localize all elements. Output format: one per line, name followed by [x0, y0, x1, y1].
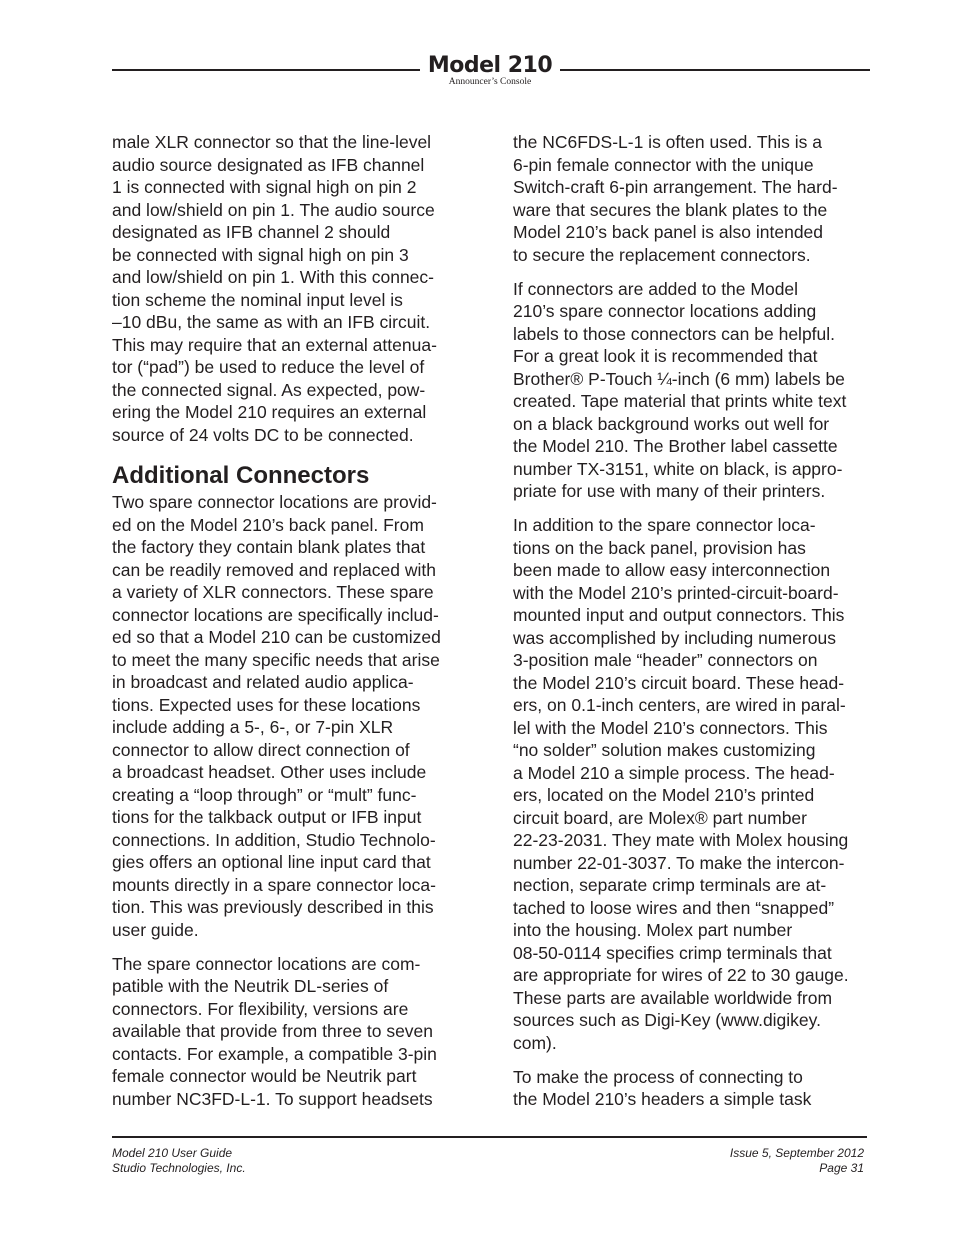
- text-line: mounts directly in a spare connector loca-: [112, 874, 436, 895]
- text-line: 6-pin female connector with the unique: [513, 154, 814, 175]
- footer-rule: [112, 1136, 867, 1138]
- text-line: tions. Expected uses for these locations: [112, 694, 421, 715]
- text-line: was accomplished by including numerous: [513, 627, 836, 648]
- text-line: Switch-craft 6-pin arrangement. The hard-: [513, 177, 838, 197]
- text-line: 22-23-2031. They mate with Molex housing: [513, 830, 849, 850]
- text-line: connector to allow direct connection of: [112, 739, 410, 760]
- text-line: –10 dBu, the same as with an IFB circuit.: [112, 312, 431, 332]
- paragraph: [513, 1066, 875, 1111]
- text-line: contacts. For example, a compatible 3-pin: [112, 1043, 437, 1064]
- text-line: In addition to the spare connector loca-: [513, 515, 816, 535]
- text-line: the connected signal. As expected, pow-: [112, 379, 426, 400]
- text-line: connectors. For flexibility, versions are: [112, 998, 409, 1019]
- text-line: These parts are available worldwide from: [513, 987, 833, 1008]
- paragraph: [112, 491, 474, 941]
- header-rule-right: [560, 69, 870, 71]
- text-line: tions on the back panel, provision has: [513, 537, 806, 558]
- text-line: “no solder” solution makes customizing: [513, 740, 816, 760]
- text-line: com).: [513, 1032, 557, 1053]
- text-line: tor (“pad”) be used to reduce the level of: [112, 357, 425, 377]
- header-subtitle: Announcer’s Console: [448, 77, 532, 87]
- text-line: Brother® P-Touch ¼-inch (6 mm) labels be: [513, 368, 845, 389]
- text-line: 1 is connected with signal high on pin 2: [112, 177, 417, 197]
- text-line: Model 210’s back panel is also intended: [513, 222, 824, 242]
- text-line: 210’s spare connector locations adding: [513, 301, 817, 321]
- text-line: labels to those connectors can be helpful.: [513, 323, 836, 344]
- text-line: the factory they contain blank plates that: [112, 537, 426, 557]
- text-line: Two spare connector locations are provid-: [112, 492, 437, 512]
- text-line: designated as IFB channel 2 should: [112, 222, 391, 242]
- text-line: to secure the replacement connectors.: [513, 244, 811, 265]
- header-brand: [424, 54, 556, 87]
- header-rule-left: [112, 69, 420, 71]
- text-line: If connectors are added to the Model: [513, 278, 799, 299]
- text-line: and low/shield on pin 1. The audio source: [112, 199, 435, 220]
- text-line: circuit board, are Molex® part number: [513, 807, 807, 828]
- text-line: ed so that a Model 210 can be customized: [112, 627, 441, 647]
- footer-doc-title: Model 210 User Guide: [112, 1146, 233, 1160]
- right-column: [513, 131, 875, 1122]
- text-line: and low/shield on pin 1. With this connec-: [112, 267, 434, 287]
- text-line: created. Tape material that prints white text: [513, 391, 847, 411]
- text-line: tached to loose wires and then “snapped”: [513, 897, 835, 918]
- text-line: tion scheme the nominal input level is: [112, 289, 403, 310]
- text-line: on a black background works out well for: [513, 413, 830, 434]
- text-line: number 22-01-3037. To make the intercon-: [513, 852, 845, 873]
- paragraph: [513, 278, 875, 503]
- text-line: lel with the Model 210’s connectors. This: [513, 717, 828, 738]
- text-line: include adding a 5-, 6-, or 7-pin XLR: [112, 717, 394, 737]
- text-line: to meet the many specific needs that arise: [112, 649, 440, 670]
- text-line: connector locations are specifically includ-: [112, 604, 439, 625]
- text-line: the Model 210. The Brother label cassette: [513, 436, 838, 456]
- text-line: ware that secures the blank plates to the: [513, 199, 828, 220]
- text-line: been made to allow easy interconnection: [513, 560, 831, 580]
- text-line: a Model 210 a simple process. The head-: [513, 762, 835, 783]
- text-line: the Model 210’s headers a simple task: [513, 1089, 812, 1109]
- left-column: [112, 131, 474, 1122]
- text-line: tions for the talkback output or IFB input: [112, 807, 422, 827]
- text-line: For a great look it is recommended that: [513, 346, 818, 366]
- text-line: user guide.: [112, 919, 199, 940]
- text-line: source of 24 volts DC to be connected.: [112, 424, 414, 445]
- text-line: ers, located on the Model 210’s printed: [513, 785, 815, 805]
- text-line: in broadcast and related audio applica-: [112, 672, 414, 692]
- text-line: gies offers an optional line input card that: [112, 852, 431, 872]
- text-line: into the housing. Molex part number: [513, 920, 793, 940]
- paragraph: [112, 131, 474, 446]
- text-line: This may require that an external attenua-: [112, 334, 437, 355]
- footer-right: [650, 1146, 864, 1175]
- text-line: tion. This was previously described in this: [112, 897, 434, 917]
- footer-issue: Issue 5, September 2012: [729, 1146, 864, 1160]
- header-title: Model 210: [427, 53, 553, 78]
- text-line: be connected with signal high on pin 3: [112, 244, 409, 265]
- text-line: The spare connector locations are com-: [112, 953, 421, 974]
- footer-company: Studio Technologies, Inc.: [112, 1160, 246, 1175]
- footer-left: [112, 1146, 246, 1175]
- text-line: creating a “loop through” or “mult” func-: [112, 784, 417, 805]
- text-line: To make the process of connecting to: [513, 1066, 803, 1087]
- text-line: male XLR connector so that the line-level: [112, 132, 432, 152]
- text-line: nection, separate crimp terminals are at-: [513, 875, 827, 895]
- text-line: the Model 210’s circuit board. These head-: [513, 672, 845, 693]
- text-line: patible with the Neutrik DL-series of: [112, 976, 389, 996]
- text-line: number TX-3151, white on black, is appro-: [513, 458, 843, 479]
- text-line: can be readily removed and replaced with: [112, 559, 436, 580]
- footer-page-number: Page 31: [819, 1160, 864, 1175]
- text-line: sources such as Digi-Key (www.digikey.: [513, 1010, 821, 1030]
- text-line: 3-position male “header” connectors on: [513, 650, 818, 670]
- paragraph: [513, 514, 875, 1054]
- text-line: 08-50-0114 specifies crimp terminals that: [513, 942, 832, 963]
- text-line: available that provide from three to seven: [112, 1021, 434, 1041]
- text-line: a variety of XLR connectors. These spare: [112, 582, 434, 602]
- section-heading: Additional Connectors: [112, 462, 370, 489]
- text-line: audio source designated as IFB channel: [112, 154, 425, 175]
- paragraph: [112, 953, 474, 1111]
- text-line: ering the Model 210 requires an external: [112, 402, 427, 422]
- text-line: are appropriate for wires of 22 to 30 gauge.: [513, 965, 849, 985]
- text-line: ers, on 0.1-inch centers, are wired in paral-: [513, 695, 846, 715]
- text-line: with the Model 210’s printed-circuit-board-: [513, 582, 839, 603]
- text-line: priate for use with many of their printers.: [513, 481, 826, 501]
- text-line: a broadcast headset. Other uses include: [112, 762, 427, 782]
- text-line: mounted input and output connectors. This: [513, 605, 845, 625]
- text-line: the NC6FDS-L-1 is often used. This is a: [513, 132, 822, 152]
- text-line: female connector would be Neutrik part: [112, 1066, 417, 1086]
- text-line: ed on the Model 210’s back panel. From: [112, 514, 424, 535]
- text-line: connections. In addition, Studio Technolo-: [112, 829, 436, 850]
- text-line: number NC3FD-L-1. To support headsets: [112, 1088, 433, 1109]
- paragraph: [513, 131, 875, 266]
